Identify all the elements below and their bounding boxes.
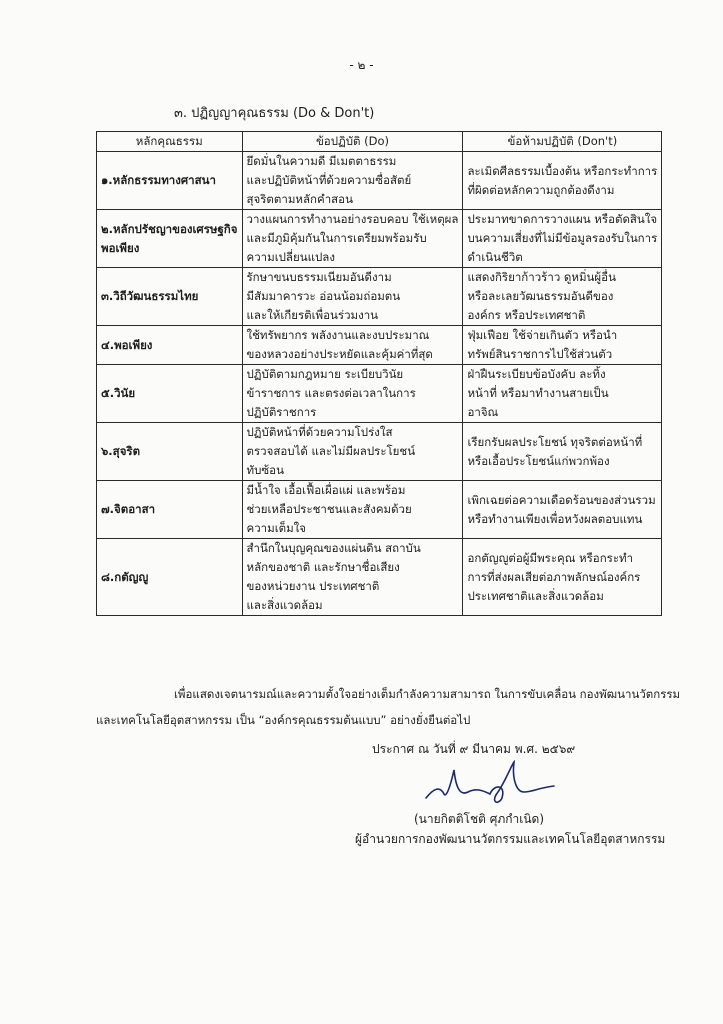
signer-title: ผู้อำนวยการกองพัฒนานวัตกรรมและเทคโนโลยีอุตสาหกรรม [355, 832, 666, 846]
page-number: - ๒ - [349, 58, 374, 72]
do-cell-line: ความเปลี่ยนแปลง [246, 250, 335, 264]
dont-cell-line: เรียกรับผลประโยชน์ ทุจริตต่อหน้าที่ [467, 434, 643, 449]
do-cell [242, 152, 463, 210]
table-row [97, 210, 662, 268]
table-row [97, 268, 662, 326]
signer-name: (นายกิตติโชติ ศุภกำเนิด) [414, 812, 545, 826]
do-cell-line: ความเต็มใจ [246, 521, 307, 535]
table-row [97, 423, 662, 481]
principle-cell-line: พอเพียง [101, 240, 140, 255]
do-cell [242, 210, 463, 268]
header-principle: หลักคุณธรรม [97, 132, 243, 152]
do-cell [242, 268, 463, 326]
dont-cell-line: ฝ่าฝืนระเบียบข้อบังคับ ละทิ้ง [467, 367, 606, 381]
principle-cell-line: ๘.กตัญญู [101, 569, 149, 584]
dont-cell-line: ละเมิดศีลธรรมเบื้องต้น หรือกระทำการ [467, 163, 658, 178]
table-body [97, 152, 662, 616]
signature-icon [420, 758, 560, 808]
do-cell [242, 326, 463, 365]
dont-cell [463, 210, 662, 268]
principle-cell-line: ๗.จิตอาสา [101, 502, 156, 516]
do-cell-line: ยึดมั่นในความดี มีเมตตาธรรม [246, 154, 397, 168]
do-cell-line: และปฏิบัติหน้าที่ด้วยความซื่อสัตย์ [246, 173, 412, 187]
do-cell-line: มีสัมมาคารวะ อ่อนน้อมถ่อมตน [246, 289, 401, 303]
table-row [97, 481, 662, 539]
dont-cell-line: ประมาทขาดการวางแผน หรือตัดสินใจ [467, 212, 658, 226]
do-cell-line: ใช้ทรัพยากร พลังงานและงบประมาณ [246, 328, 430, 342]
do-cell [242, 539, 463, 616]
dont-cell-line: แสดงกิริยาก้าวร้าว ดูหมิ่นผู้อื่น [467, 270, 616, 284]
dont-cell-line: ประเทศชาติและสิ่งแวดล้อม [467, 588, 604, 603]
do-cell [242, 481, 463, 539]
principle-cell-line: ๕.วินัย [101, 386, 136, 400]
do-cell [242, 423, 463, 481]
dont-cell [463, 481, 662, 539]
dont-cell-line: ฟุ่มเฟือย ใช้จ่ายเกินตัว หรือนำ [467, 328, 618, 342]
do-cell-line: มีน้ำใจ เอื้อเฟื้อเผื่อแผ่ และพร้อม [246, 483, 406, 497]
dont-cell-line: องค์กร หรือประเทศชาติ [467, 308, 586, 322]
principle-cell [97, 481, 243, 539]
dont-cell-line: ดำเนินชีวิต [467, 250, 523, 264]
do-cell-line: ปฏิบัติตามกฎหมาย ระเบียบวินัย [246, 367, 404, 381]
dont-cell-line: ที่ผิดต่อหลักความถูกต้องดีงาม [467, 182, 615, 197]
table-header-row [97, 132, 662, 152]
do-cell-line: รักษาขนบธรรมเนียมอันดีงาม [246, 270, 392, 284]
principle-cell-line: ๓.วิถีวัฒนธรรมไทย [101, 289, 199, 303]
dont-cell-line: การที่ส่งผลเสียต่อภาพลักษณ์องค์กร [467, 569, 641, 584]
do-cell-line: ข้าราชการ และตรงต่อเวลาในการ [246, 386, 416, 400]
do-cell-line: ของหน่วยงาน ประเทศชาติ [246, 579, 380, 593]
dont-cell [463, 152, 662, 210]
dont-cell-line: หรือละเลยวัฒนธรรมอันดีของ [467, 289, 614, 303]
dont-cell [463, 365, 662, 423]
dont-cell [463, 539, 662, 616]
principle-cell [97, 210, 243, 268]
dont-cell [463, 423, 662, 481]
dont-cell-line: หน้าที่ หรือมาทำงานสายเป็น [467, 386, 609, 400]
principle-cell-line: ๔.พอเพียง [101, 337, 153, 352]
closing-paragraph-line-1: เพื่อแสดงเจตนารมณ์และความตั้งใจอย่างเต็มกำลังความสามารถ ในการขับเคลื่อน กองพัฒนานวัตกรรม [174, 687, 681, 701]
do-cell-line: ปฏิบัติราชการ [246, 405, 317, 419]
principle-cell-line: ๖.สุจริต [101, 444, 141, 458]
principle-cell [97, 423, 243, 481]
dont-cell-line: เพิกเฉยต่อความเดือดร้อนของส่วนรวม [467, 492, 656, 507]
do-cell-line: และสิ่งแวดล้อม [246, 598, 323, 612]
principle-cell [97, 268, 243, 326]
do-cell-line: ช่วยเหลือประชาชนและสังคมด้วย [246, 502, 412, 516]
do-cell-line: สำนึกในบุญคุณของแผ่นดิน สถาบัน [246, 541, 421, 555]
do-cell-line: ปฏิบัติหน้าที่ด้วยความโปร่งใส [246, 425, 393, 439]
principle-cell-line: ๑.หลักธรรมทางศาสนา [101, 173, 216, 187]
table-row [97, 326, 662, 365]
principle-cell [97, 152, 243, 210]
table-row [97, 539, 662, 616]
header-dont: ข้อห้ามปฏิบัติ (Don't) [463, 132, 662, 152]
dont-cell [463, 268, 662, 326]
principle-cell-line: ๒.หลักปรัชญาของเศรษฐกิจ [101, 221, 238, 236]
do-cell-line: สุจริตตามหลักคำสอน [246, 192, 353, 206]
table-row [97, 365, 662, 423]
principle-cell [97, 326, 243, 365]
do-cell-line: และมีภูมิคุ้มกันในการเตรียมพร้อมรับ [246, 231, 427, 245]
dont-cell-line: อาจิณ [467, 405, 499, 419]
announcement-date: ประกาศ ณ วันที่ ๙ มีนาคม พ.ศ. ๒๕๖๙ [372, 742, 576, 756]
principle-cell [97, 365, 243, 423]
do-cell-line: หลักของชาติ และรักษาชื่อเสียง [246, 560, 400, 574]
do-cell-line: วางแผนการทำงานอย่างรอบคอบ ใช้เหตุผล [246, 212, 459, 226]
do-cell-line: ทับซ้อน [246, 463, 284, 477]
dont-cell-line: บนความเสี่ยงที่ไม่มีข้อมูลรองรับในการ [467, 231, 658, 245]
dont-cell-line: หรือทำงานเพียงเพื่อหวังผลตอบแทน [467, 511, 643, 526]
do-cell [242, 365, 463, 423]
section-title: ๓. ปฏิญญาคุณธรรม (Do & Don't) [174, 106, 375, 121]
do-cell-line: ของหลวงอย่างประหยัดและคุ้มค่าที่สุด [246, 347, 433, 361]
closing-paragraph-line-2: และเทคโนโลยีอุตสาหกรรม เป็น “องค์กรคุณธรรมต้นแบบ” อย่างยั่งยืนต่อไป [96, 713, 471, 727]
dont-cell [463, 326, 662, 365]
dont-cell-line: อกตัญญูต่อผู้มีพระคุณ หรือกระทำ [467, 550, 634, 565]
do-cell-line: และให้เกียรติเพื่อนร่วมงาน [246, 308, 379, 322]
header-do: ข้อปฏิบัติ (Do) [242, 132, 463, 152]
virtues-table [96, 131, 662, 616]
dont-cell-line: หรือเอื้อประโยชน์แก่พวกพ้อง [467, 453, 610, 468]
dont-cell-line: ทรัพย์สินราชการไปใช้ส่วนตัว [467, 347, 613, 361]
do-cell-line: ตรวจสอบได้ และไม่มีผลประโยชน์ [246, 444, 416, 458]
principle-cell [97, 539, 243, 616]
table-row [97, 152, 662, 210]
